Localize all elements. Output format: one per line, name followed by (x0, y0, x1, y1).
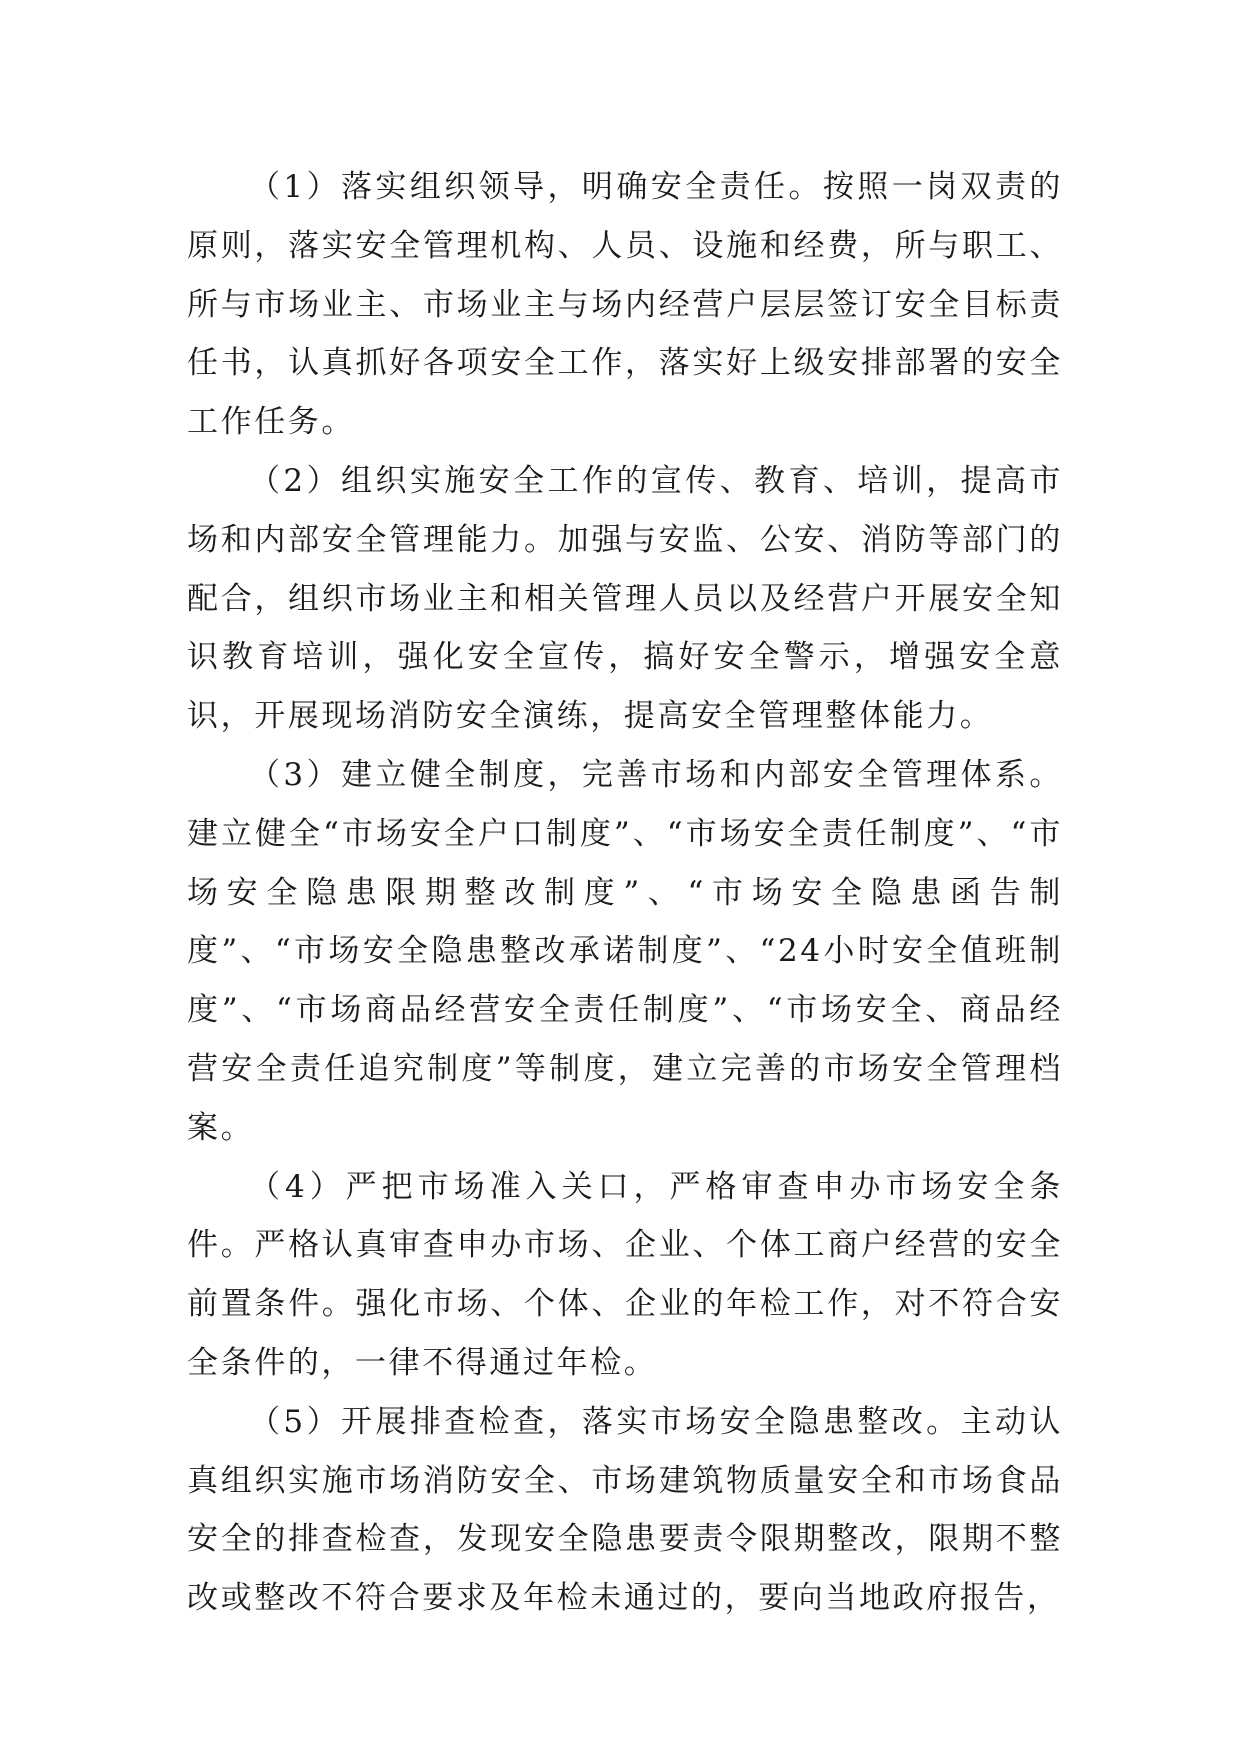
paragraph-3: （3）建立健全制度，完善市场和内部安全管理体系。建立健全“市场安全户口制度”、“市场安全责任制度”、“市场安全隐患限期整改制度”、“市场安全隐患函告制度”、“市场安全隐患整改承诺制度”、“24小时安全值班制度”、“市场商品经营安全责任制度”、“市场安全、商品经营安全责任追究制度”等制度，建立完善的市场安全管理档案。 (187, 756, 1063, 1146)
paragraph-2: （2）组织实施安全工作的宣传、教育、培训，提高市场和内部安全管理能力。加强与安监、公安、消防等部门的配合，组织市场业主和相关管理人员以及经营户开展安全知识教育培训，强化安全宣传，搞好安全警示，增强安全意识，开展现场消防安全演练，提高安全管理整体能力。 (187, 462, 1063, 735)
paragraph-4: （4）严把市场准入关口，严格审查申办市场安全条件。严格认真审查申办市场、企业、个体工商户经营的安全前置条件。强化市场、个体、企业的年检工作，对不符合安全条件的，一律不得通过年检。 (187, 1168, 1063, 1381)
document-body (187, 158, 1063, 1628)
paragraph-5: （5）开展排查检查，落实市场安全隐患整改。主动认真组织实施市场消防安全、市场建筑物质量安全和市场食品安全的排查检查，发现安全隐患要责令限期整改，限期不整改或整改不符合要求及年检未通过的，要向当地政府报告， (187, 1403, 1063, 1617)
paragraph-1: （1）落实组织领导，明确安全责任。按照一岗双责的原则，落实安全管理机构、人员、设施和经费，所与职工、所与市场业主、市场业主与场内经营户层层签订安全目标责任书，认真抓好各项安全工作，落实好上级安排部署的安全工作任务。 (187, 169, 1063, 441)
